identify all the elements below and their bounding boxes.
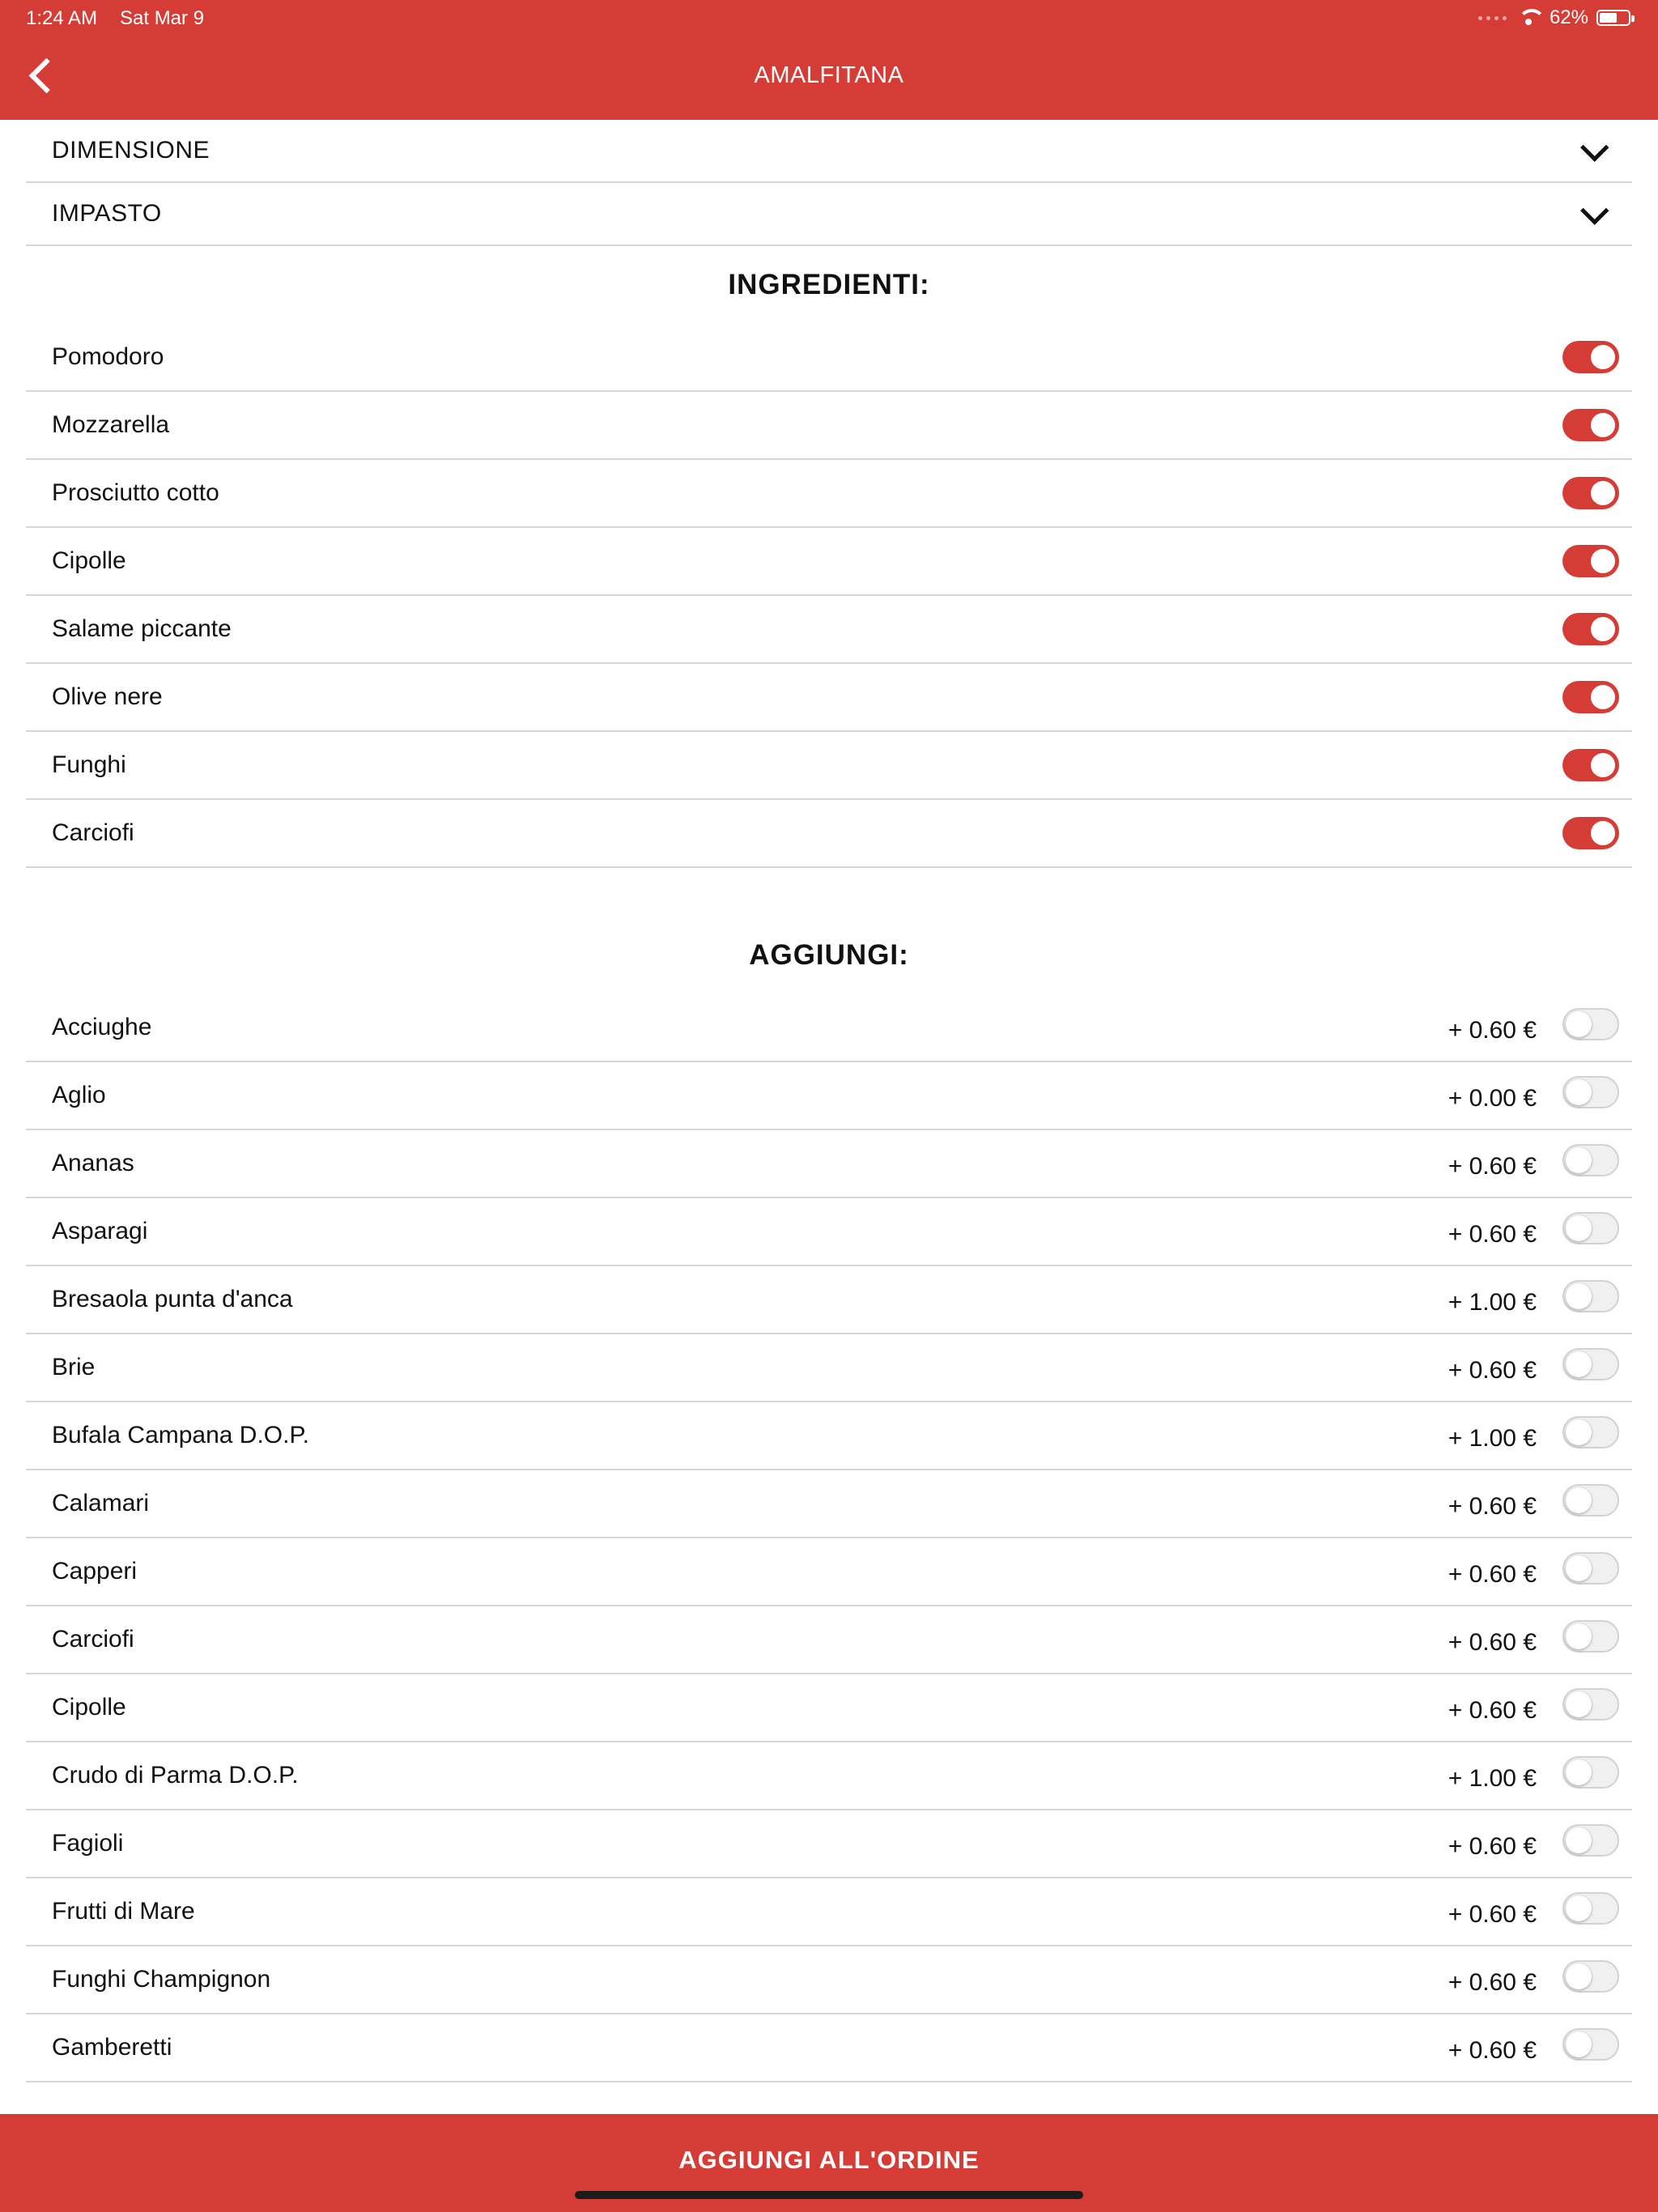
list-item <box>26 1402 1632 1470</box>
item-price: + 0.60 € <box>1448 1357 1537 1384</box>
dropdown-dimensione[interactable] <box>26 120 1632 183</box>
dropdown-impasto[interactable] <box>26 183 1632 246</box>
item-toggle[interactable] <box>1562 1484 1619 1516</box>
item-price: + 0.60 € <box>1448 1969 1537 1996</box>
item-price: + 0.60 € <box>1448 1153 1537 1180</box>
item-name: Gamberetti <box>52 2034 172 2061</box>
list-item <box>26 1946 1632 2014</box>
item-name: Acciughe <box>52 1014 152 1040</box>
list-item <box>26 1062 1632 1130</box>
item-name: Funghi Champignon <box>52 1966 271 1993</box>
item-toggle[interactable] <box>1562 1212 1619 1244</box>
dropdown-label: DIMENSIONE <box>52 137 210 164</box>
item-toggle[interactable] <box>1562 1076 1619 1108</box>
list-item <box>26 596 1632 664</box>
item-name: Fagioli <box>52 1830 124 1857</box>
item-toggle[interactable] <box>1562 1552 1619 1585</box>
item-toggle[interactable] <box>1562 2028 1619 2061</box>
item-toggle[interactable] <box>1562 1280 1619 1312</box>
item-price: + 0.00 € <box>1448 1085 1537 1112</box>
ingredients-title: INGREDIENTI: <box>728 269 930 300</box>
item-toggle[interactable] <box>1562 1620 1619 1653</box>
list-item <box>26 664 1632 732</box>
item-name: Frutti di Mare <box>52 1898 195 1925</box>
item-price: + 1.00 € <box>1448 1425 1537 1452</box>
list-item <box>26 324 1632 392</box>
product-options <box>26 120 1632 2082</box>
item-price: + 0.60 € <box>1448 1017 1537 1044</box>
list-item <box>26 1130 1632 1198</box>
cellular-signal-icon <box>1478 16 1507 20</box>
item-name: Capperi <box>52 1558 138 1585</box>
item-toggle[interactable] <box>1562 749 1619 781</box>
item-toggle[interactable] <box>1562 1892 1619 1925</box>
wifi-icon <box>1516 8 1541 28</box>
page-title: AMALFITANA <box>754 62 904 88</box>
item-name: Olive nere <box>52 683 163 710</box>
item-toggle[interactable] <box>1562 341 1619 373</box>
item-name: Bufala Campana D.O.P. <box>52 1422 309 1448</box>
list-item <box>26 732 1632 800</box>
list-item <box>26 1742 1632 1810</box>
status-indicators <box>1478 6 1630 29</box>
item-price: + 0.60 € <box>1448 2037 1537 2064</box>
item-name: Carciofi <box>52 819 134 846</box>
item-name: Pomodoro <box>52 343 164 370</box>
list-item <box>26 1878 1632 1946</box>
item-toggle[interactable] <box>1562 409 1619 441</box>
item-toggle[interactable] <box>1562 1688 1619 1721</box>
item-toggle[interactable] <box>1562 1348 1619 1380</box>
list-item <box>26 994 1632 1062</box>
item-price: + 0.60 € <box>1448 1833 1537 1860</box>
list-item <box>26 1266 1632 1334</box>
item-toggle[interactable] <box>1562 477 1619 509</box>
battery-percent: 62% <box>1549 6 1588 28</box>
item-toggle[interactable] <box>1562 1960 1619 1993</box>
item-price: + 0.60 € <box>1448 1493 1537 1520</box>
item-name: Salame piccante <box>52 615 232 642</box>
list-item <box>26 1674 1632 1742</box>
ingredients-list <box>26 324 1632 868</box>
battery-icon <box>1596 10 1630 26</box>
item-price: + 0.60 € <box>1448 1561 1537 1588</box>
item-name: Ananas <box>52 1150 134 1176</box>
item-toggle[interactable] <box>1562 613 1619 645</box>
item-price: + 0.60 € <box>1448 1901 1537 1928</box>
item-name: Funghi <box>52 751 126 778</box>
item-name: Cipolle <box>52 1694 126 1721</box>
list-item <box>26 528 1632 596</box>
item-name: Brie <box>52 1354 96 1380</box>
item-name: Cipolle <box>52 547 126 574</box>
item-name: Crudo di Parma D.O.P. <box>52 1762 299 1789</box>
list-item <box>26 800 1632 868</box>
add-to-order-label: AGGIUNGI ALL'ORDINE <box>678 2146 980 2174</box>
extras-title: AGGIUNGI: <box>749 939 909 971</box>
item-toggle[interactable] <box>1562 1416 1619 1448</box>
item-toggle[interactable] <box>1562 545 1619 577</box>
item-price: + 0.60 € <box>1448 1697 1537 1724</box>
status-date: Sat Mar 9 <box>120 7 205 29</box>
item-name: Asparagi <box>52 1218 148 1244</box>
list-item <box>26 1198 1632 1266</box>
chevron-down-icon <box>1580 196 1609 224</box>
item-name: Mozzarella <box>52 411 170 438</box>
item-name: Prosciutto cotto <box>52 479 219 506</box>
list-item <box>26 1334 1632 1402</box>
nav-header <box>0 0 1658 120</box>
list-item <box>26 1470 1632 1538</box>
item-toggle[interactable] <box>1562 1144 1619 1176</box>
list-item <box>26 1606 1632 1674</box>
home-indicator <box>575 2191 1083 2199</box>
item-price: + 0.60 € <box>1448 1221 1537 1248</box>
item-price: + 1.00 € <box>1448 1289 1537 1316</box>
item-name: Calamari <box>52 1490 150 1516</box>
item-price: + 1.00 € <box>1448 1765 1537 1792</box>
item-name: Carciofi <box>52 1626 134 1653</box>
status-time: 1:24 AM <box>26 7 98 29</box>
list-item <box>26 392 1632 460</box>
list-item <box>26 2014 1632 2082</box>
item-price: + 0.60 € <box>1448 1629 1537 1656</box>
dropdown-label: IMPASTO <box>52 200 162 227</box>
list-item <box>26 460 1632 528</box>
chevron-down-icon <box>1580 133 1609 161</box>
item-toggle[interactable] <box>1562 817 1619 849</box>
extras-list <box>26 994 1632 2082</box>
item-toggle[interactable] <box>1562 1824 1619 1857</box>
item-toggle[interactable] <box>1562 1008 1619 1040</box>
item-toggle[interactable] <box>1562 681 1619 713</box>
list-item <box>26 1810 1632 1878</box>
item-name: Bresaola punta d'anca <box>52 1286 293 1312</box>
item-name: Aglio <box>52 1082 106 1108</box>
item-toggle[interactable] <box>1562 1756 1619 1789</box>
list-item <box>26 1538 1632 1606</box>
